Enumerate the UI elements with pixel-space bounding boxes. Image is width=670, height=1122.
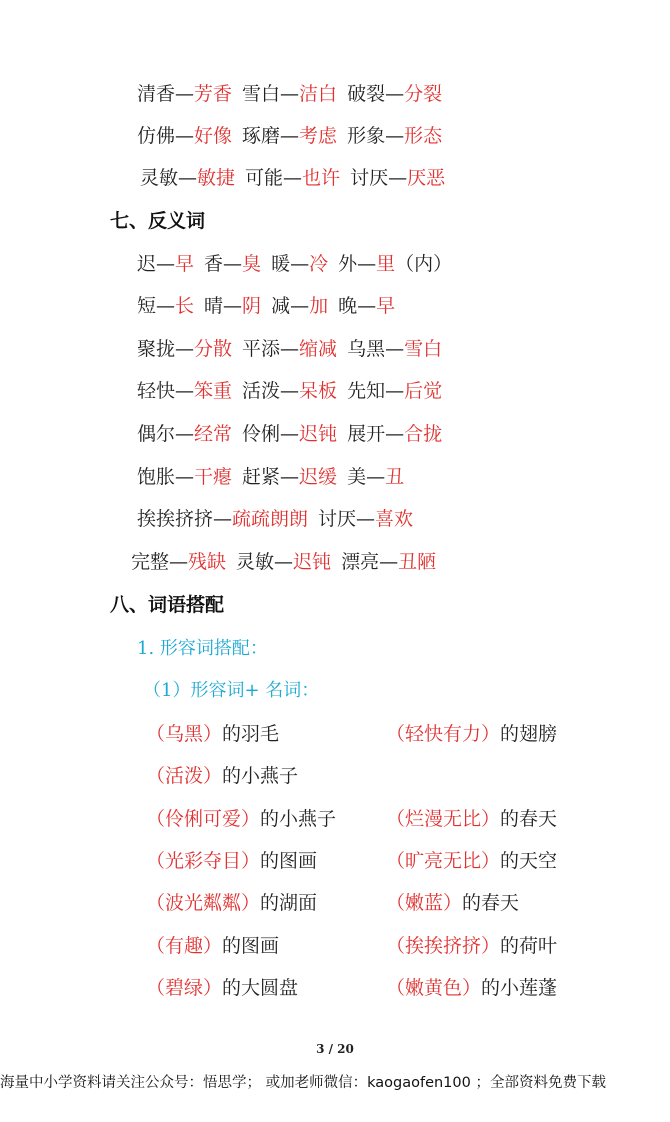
antonym-answer: 长: [175, 295, 195, 317]
adjective-answer: 烂漫无比: [405, 808, 482, 830]
word: 乌黑—: [347, 338, 405, 360]
paren-open: （: [386, 850, 406, 872]
word: 减—: [271, 295, 310, 317]
collocation-item: [386, 722, 557, 746]
noun-phrase: 的大圆盘: [222, 977, 299, 999]
antonym-answer: 阴: [242, 295, 262, 317]
paren-open: （: [386, 808, 406, 830]
antonym-answer: 笨重: [194, 380, 233, 402]
paren-open: （: [146, 723, 166, 745]
word: 漂亮—: [341, 551, 399, 573]
antonym-answer: 冷: [309, 253, 329, 275]
paren-open: （: [386, 892, 406, 914]
word: 迟—: [137, 253, 176, 275]
collocation-item: [386, 849, 557, 873]
antonym-answer: 加: [309, 295, 329, 317]
paren-close: ）: [203, 765, 223, 787]
synonym-answer: 考虑: [299, 125, 338, 147]
collocation-item: [146, 849, 317, 873]
antonym-answer: 迟钝: [293, 551, 332, 573]
word: 琢磨—: [242, 125, 300, 147]
adjective-answer: 嫩黄色: [405, 977, 463, 999]
collocation-item: [146, 976, 298, 1000]
synonym-line: [140, 166, 445, 190]
paren-open: （: [146, 850, 166, 872]
collocation-item: [146, 934, 279, 958]
antonym-answer: 分散: [194, 338, 233, 360]
footer-notice: 海量中小学资料请关注公众号：悟思学； 或加老师微信：kaogaofen100 ；全部资料免费下载: [0, 1075, 606, 1091]
adjective-answer: 嫩蓝: [405, 892, 444, 914]
antonym-answer: 干瘪: [194, 466, 233, 488]
antonym-line: [137, 465, 404, 489]
collocation-item: [386, 891, 519, 915]
noun-phrase: 的小燕子: [260, 808, 337, 830]
word: 外—: [338, 253, 377, 275]
word: 灵敏—: [140, 167, 198, 189]
antonym-answer: 丑: [385, 466, 405, 488]
word: 破裂—: [347, 83, 405, 105]
antonym-line: [137, 507, 413, 531]
paren-open: （: [386, 935, 406, 957]
word: 饱胀—: [137, 466, 195, 488]
word: 完整—: [131, 551, 189, 573]
noun-phrase: 的图画: [260, 850, 318, 872]
paren-open: （: [386, 723, 406, 745]
antonym-answer: 后觉: [404, 380, 443, 402]
adjective-answer: 光彩夺目: [165, 850, 242, 872]
synonym-answer: 形态: [404, 125, 443, 147]
synonym-line: [137, 124, 442, 148]
noun-phrase: 的湖面: [260, 892, 318, 914]
noun-phrase: 的小莲蓬: [481, 977, 558, 999]
adjective-answer: 碧绿: [165, 977, 204, 999]
word: 形象—: [347, 125, 405, 147]
antonym-answer: 缩减: [299, 338, 338, 360]
word: 活泼—: [242, 380, 300, 402]
adjective-answer: 活泼: [165, 765, 204, 787]
antonym-line: [137, 337, 442, 361]
word: 挨挨挤挤—: [137, 508, 233, 530]
paren-close: ）: [203, 977, 223, 999]
synonym-answer: 好像: [194, 125, 233, 147]
paren-close: ）: [203, 723, 223, 745]
paren-close: ）: [203, 935, 223, 957]
noun-phrase: 的翅膀: [500, 723, 558, 745]
noun-phrase: 的天空: [500, 850, 558, 872]
synonym-answer: 洁白: [299, 83, 338, 105]
noun-phrase: 的小燕子: [222, 765, 299, 787]
noun-phrase: 的荷叶: [500, 935, 558, 957]
paren-close: ）: [241, 808, 261, 830]
adjective-answer: 旷亮无比: [405, 850, 482, 872]
subsection-adjective: 1. 形容词搭配：: [137, 638, 268, 659]
word: 晚—: [338, 295, 377, 317]
synonym-line: [137, 82, 442, 106]
antonym-answer: 残缺: [188, 551, 227, 573]
paren-open: （: [386, 977, 406, 999]
noun-phrase: 的羽毛: [222, 723, 280, 745]
paren-close: ）: [462, 977, 482, 999]
word: 可能—: [245, 167, 303, 189]
collocation-item: [146, 764, 298, 788]
antonym-line: [137, 252, 452, 276]
antonym-answer: 早: [175, 253, 195, 275]
section-title-antonyms: 七、反义词: [110, 210, 206, 232]
paren-close: ）: [443, 892, 463, 914]
word: 讨厌—: [318, 508, 376, 530]
adjective-answer: 伶俐可爱: [165, 808, 242, 830]
word: 雪白—: [242, 83, 300, 105]
word: 赶紧—: [242, 466, 300, 488]
collocation-item: [146, 722, 279, 746]
word: 先知—: [347, 380, 405, 402]
noun-phrase: 的春天: [462, 892, 520, 914]
subsection-adjective-noun: （1）形容词+ 名词：: [143, 680, 320, 701]
paren-close: ）: [481, 723, 501, 745]
word: 轻快—: [137, 380, 195, 402]
word: 晴—: [204, 295, 243, 317]
word: 仿佛—: [137, 125, 195, 147]
adjective-answer: 乌黑: [165, 723, 204, 745]
antonym-answer: 经常: [194, 423, 233, 445]
word: 讨厌—: [350, 167, 408, 189]
antonym-answer: 里: [376, 253, 396, 275]
noun-phrase: 的春天: [500, 808, 558, 830]
paren-open: （: [146, 808, 166, 830]
paren-close: ）: [241, 850, 261, 872]
adjective-answer: 波光粼粼: [165, 892, 242, 914]
antonym-line: [131, 550, 436, 574]
antonym-answer: 丑陋: [398, 551, 437, 573]
paren-close: ）: [481, 850, 501, 872]
antonym-answer: 早: [376, 295, 396, 317]
adjective-answer: 挨挨挤挤: [405, 935, 482, 957]
synonym-answer: 芳香: [194, 83, 233, 105]
word: 香—: [204, 253, 243, 275]
collocation-item: [386, 934, 557, 958]
collocation-item: [386, 976, 557, 1000]
collocation-item: [146, 807, 336, 831]
word: 聚拢—: [137, 338, 195, 360]
note: （内）: [395, 253, 453, 275]
noun-phrase: 的图画: [222, 935, 280, 957]
word: 平添—: [242, 338, 300, 360]
word: 暖—: [271, 253, 310, 275]
antonym-answer: 疏疏朗朗: [232, 508, 309, 530]
synonym-answer: 厌恶: [407, 167, 446, 189]
word: 展开—: [347, 423, 405, 445]
antonym-line: [137, 294, 395, 318]
synonym-answer: 分裂: [404, 83, 443, 105]
antonym-line: [137, 422, 442, 446]
paren-open: （: [146, 892, 166, 914]
word: 美—: [347, 466, 386, 488]
collocation-item: [146, 891, 317, 915]
antonym-answer: 迟钝: [299, 423, 338, 445]
word: 伶俐—: [242, 423, 300, 445]
antonym-answer: 喜欢: [375, 508, 414, 530]
antonym-answer: 合拢: [404, 423, 443, 445]
word: 清香—: [137, 83, 195, 105]
paren-close: ）: [481, 808, 501, 830]
paren-close: ）: [481, 935, 501, 957]
antonym-line: [137, 379, 442, 403]
adjective-answer: 轻快有力: [405, 723, 482, 745]
section-title-collocation: 八、词语搭配: [110, 594, 225, 616]
word: 偶尔—: [137, 423, 195, 445]
antonym-answer: 迟缓: [299, 466, 338, 488]
antonym-answer: 雪白: [404, 338, 443, 360]
paren-open: （: [146, 935, 166, 957]
word: 短—: [137, 295, 176, 317]
paren-open: （: [146, 977, 166, 999]
paren-open: （: [146, 765, 166, 787]
synonym-answer: 敏捷: [197, 167, 236, 189]
word: 灵敏—: [236, 551, 294, 573]
page-number: 3 / 20: [316, 1042, 354, 1056]
adjective-answer: 有趣: [165, 935, 204, 957]
antonym-answer: 臭: [242, 253, 262, 275]
synonym-answer: 也许: [302, 167, 341, 189]
paren-close: ）: [241, 892, 261, 914]
collocation-item: [386, 807, 557, 831]
antonym-answer: 呆板: [299, 380, 338, 402]
